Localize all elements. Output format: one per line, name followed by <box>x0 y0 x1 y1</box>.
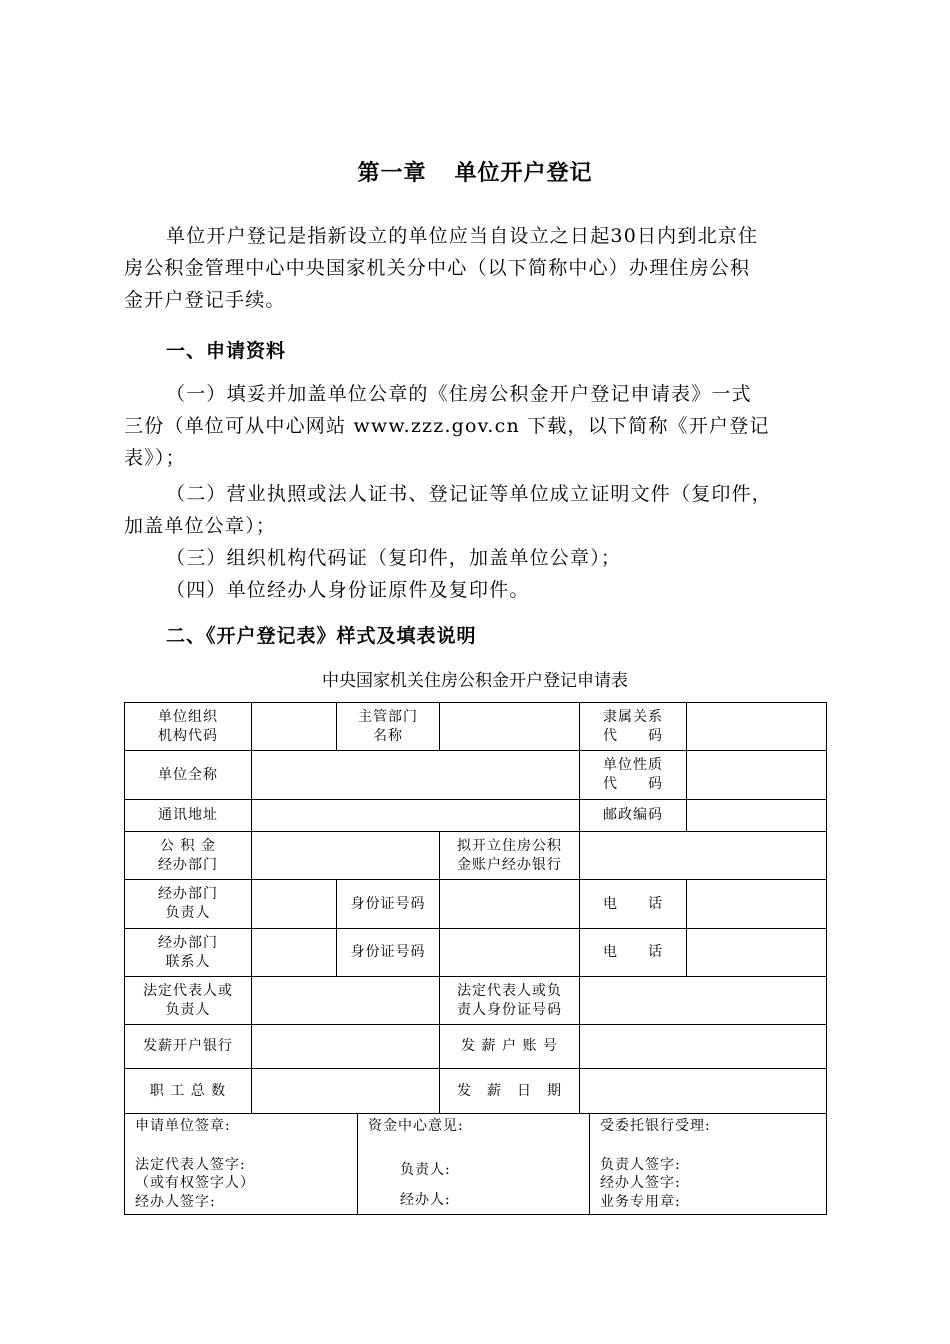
chapter-title <box>0 156 950 187</box>
input-full-name[interactable] <box>251 750 579 799</box>
center-opinion-label: 资金中心意见: <box>368 1118 464 1134</box>
section-1-line-3: 表》）； <box>124 447 186 469</box>
input-payroll-bank[interactable] <box>251 1024 439 1068</box>
section-1-heading: 一、申请资料 <box>166 340 287 362</box>
input-payday[interactable] <box>579 1068 827 1113</box>
input-dept-contact[interactable] <box>251 928 336 976</box>
input-legal-rep-id[interactable] <box>579 976 827 1024</box>
label-supervisor: 主管部门 名称 <box>336 702 439 750</box>
center-handler-label: 经办人: <box>400 1192 451 1208</box>
section-1-line-1: （一）填妥并加盖单位公章的《住房公积金开户登记申请表》一式 <box>166 383 752 405</box>
input-fund-dept[interactable] <box>251 831 439 879</box>
label-nature-code: 单位性质 代 码 <box>579 750 686 799</box>
applicant-seal-label: 申请单位签章: <box>135 1118 231 1134</box>
bank-accept-label: 受委托银行受理: <box>600 1118 711 1134</box>
input-address[interactable] <box>251 799 579 831</box>
section-1-line-7: （四）单位经办人身份证原件及复印件。 <box>166 579 530 601</box>
label-id-no-2: 身份证号码 <box>336 928 439 976</box>
bank-head-sign-label: 负责人签字: <box>600 1157 681 1173</box>
input-proposed-bank[interactable] <box>579 831 827 879</box>
label-full-name: 单位全称 <box>124 750 251 799</box>
input-nature-code[interactable] <box>686 750 827 799</box>
label-payroll-account: 发 薪 户 账 号 <box>439 1024 579 1068</box>
input-affiliation-code[interactable] <box>686 702 827 750</box>
intro-line-1: 单位开户登记是指新设立的单位应当自设立之日起30日内到北京住 <box>166 225 759 247</box>
label-org-code: 单位组织 机构代码 <box>124 702 251 750</box>
label-affiliation-code: 隶属关系 代 码 <box>579 702 686 750</box>
label-staff-count: 职 工 总 数 <box>124 1068 251 1113</box>
label-address: 通讯地址 <box>124 799 251 831</box>
input-phone-2[interactable] <box>686 928 827 976</box>
center-head-label: 负责人: <box>400 1162 451 1178</box>
input-dept-head[interactable] <box>251 879 336 928</box>
label-phone-2: 电 话 <box>579 928 686 976</box>
input-legal-rep[interactable] <box>251 976 439 1024</box>
input-postcode[interactable] <box>686 799 827 831</box>
label-legal-rep-id: 法定代表人或负 责人身份证号码 <box>439 976 579 1024</box>
input-org-code[interactable] <box>251 702 336 750</box>
legal-rep-sign-label: 法定代表人签字: <box>135 1157 246 1173</box>
label-phone-1: 电 话 <box>579 879 686 928</box>
label-postcode: 邮政编码 <box>579 799 686 831</box>
section-1-line-6: （三）组织机构代码证（复印件，加盖单位公章）； <box>166 547 622 569</box>
chapter-name: 单位开户登记 <box>454 161 593 186</box>
input-id-no-1[interactable] <box>439 879 579 928</box>
label-fund-dept: 公 积 金 经办部门 <box>124 831 251 879</box>
input-supervisor[interactable] <box>439 702 579 750</box>
authorized-signer-label: （或有权签字人） <box>135 1175 255 1191</box>
intro-line-2: 房公积金管理中心中央国家机关分中心（以下简称中心）办理住房公积 <box>124 257 751 279</box>
input-staff-count[interactable] <box>251 1068 439 1113</box>
form-title: 中央国家机关住房公积金开户登记申请表 <box>322 671 628 691</box>
handler-sign-label: 经办人签字: <box>135 1194 216 1210</box>
label-legal-rep: 法定代表人或 负责人 <box>124 976 251 1024</box>
label-dept-head: 经办部门 负责人 <box>124 879 251 928</box>
section-2-heading: 二、《开户登记表》样式及填表说明 <box>166 625 477 647</box>
label-dept-contact: 经办部门 联系人 <box>124 928 251 976</box>
label-proposed-bank: 拟开立住房公积 金账户经办银行 <box>439 831 579 879</box>
section-1-line-5: 加盖单位公章）； <box>124 515 277 537</box>
section-1-line-4: （二）营业执照或法人证书、登记证等单位成立证明文件（复印件， <box>166 483 773 505</box>
input-id-no-2[interactable] <box>439 928 579 976</box>
input-phone-1[interactable] <box>686 879 827 928</box>
chapter-number: 第一章 <box>357 161 427 186</box>
bank-handler-sign-label: 经办人签字: <box>600 1175 681 1191</box>
label-id-no-1: 身份证号码 <box>336 879 439 928</box>
bank-seal-label: 业务专用章: <box>600 1194 681 1210</box>
input-payroll-account[interactable] <box>579 1024 827 1068</box>
label-payroll-bank: 发薪开户银行 <box>124 1024 251 1068</box>
intro-line-3: 金开户登记手续。 <box>124 289 286 311</box>
section-1-line-2: 三份（单位可从中心网站 www.zzz.gov.cn 下载，以下简称《开户登记 <box>124 415 770 437</box>
label-payday: 发 薪 日 期 <box>439 1068 579 1113</box>
